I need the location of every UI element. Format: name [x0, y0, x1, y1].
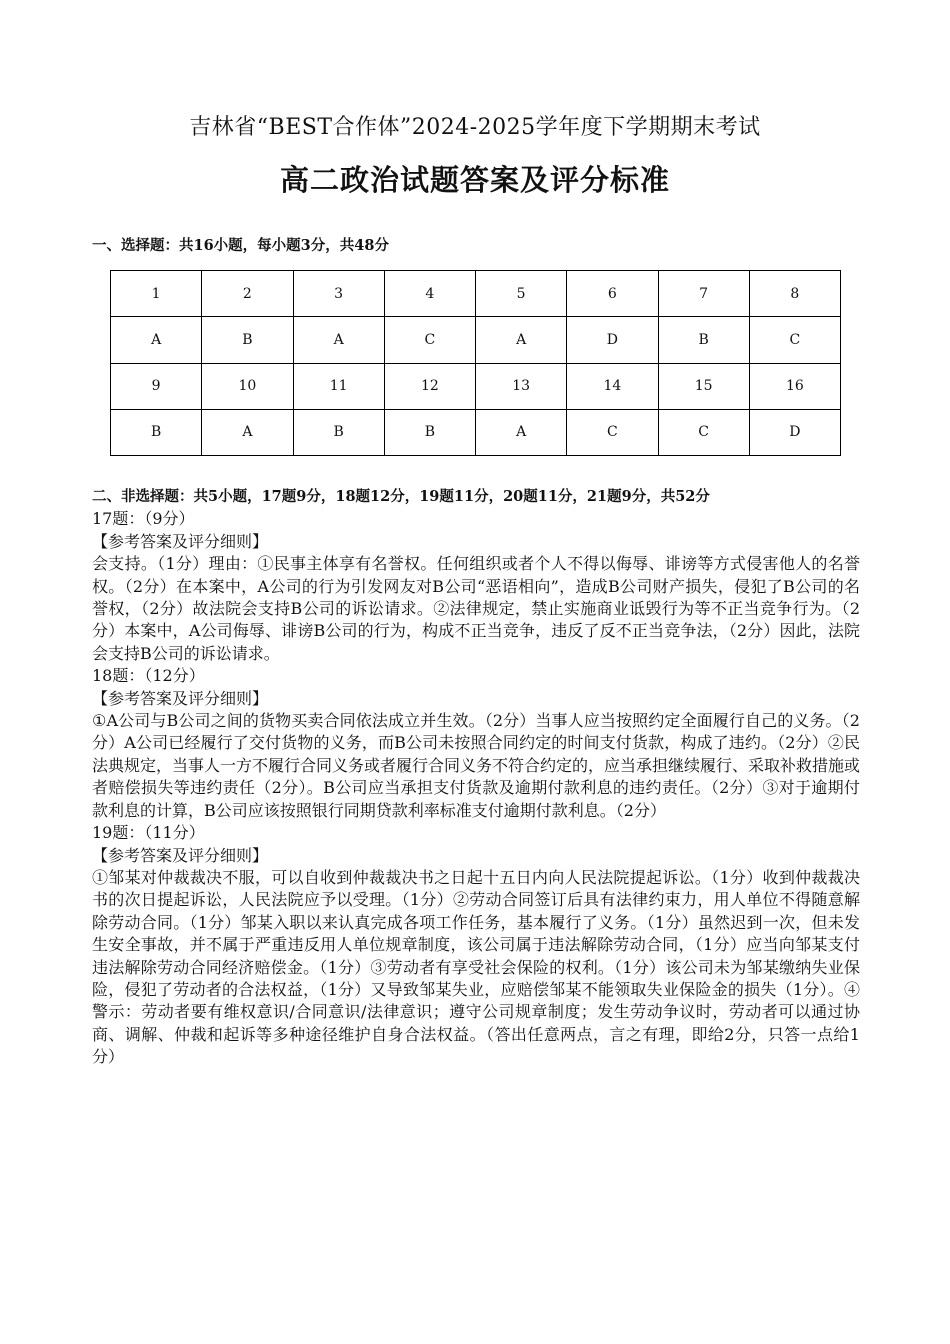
non-choice-section	[92, 486, 860, 1069]
answer-cell: B	[384, 409, 475, 455]
question-number-cell: 8	[749, 271, 840, 317]
question-number-row	[111, 363, 841, 409]
q19-label: 19题：（11分）	[92, 823, 205, 843]
question-number-cell: 11	[293, 363, 384, 409]
question-number-cell: 10	[202, 363, 293, 409]
answer-cell: C	[384, 317, 475, 363]
question-number-cell: 14	[567, 363, 658, 409]
q17-ref-heading: 【参考答案及评分细则】	[92, 531, 269, 551]
document-subtitle: 高二政治试题答案及评分标准	[279, 163, 670, 197]
section2-heading: 二、非选择题：共5小题，17题9分，18题12分，19题11分，20题11分，21题9分，共52分	[92, 488, 710, 505]
question-number-cell: 12	[384, 363, 475, 409]
section1-heading: 一、选择题：共16小题，每小题3分，共48分	[92, 237, 389, 254]
answer-cell: B	[293, 409, 384, 455]
answer-cell: D	[749, 409, 840, 455]
question-number-cell: 16	[749, 363, 840, 409]
question-number-cell: 6	[567, 271, 658, 317]
answer-cell: C	[749, 317, 840, 363]
q19-ref-heading: 【参考答案及评分细则】	[92, 845, 269, 865]
answer-cell: B	[111, 409, 202, 455]
question-number-cell: 13	[476, 363, 567, 409]
answer-cell: B	[202, 317, 293, 363]
question-number-row	[111, 271, 841, 317]
q19-answer: ①邹某对仲裁裁决不服，可以自收到仲裁裁决书之日起十五日内向人民法院提起诉讼。（1分）收到仲裁裁决书的次日提起诉讼，人民法院应予以受理。（1分）②劳动合同签订后具有法律约束力，用人单位不得随意解除劳动合同。（1分）邹某入职以来认真完成各项工作任务，基本履行了义务。（1分）虽然迟到一次，但未发生安全事故，并不属于严重违反用人单位规章制度，该公司属于违法解除劳动合同，（1分）应当向邹某支付违法解除劳动合同经济赔偿金。（1分）③劳动者有享受社会保险的权利。（1分）该公司未为邹某缴纳失业保险，侵犯了劳动者的合法权益，（1分）又导致邹某失业，应赔偿邹某不能领取失业保险金的损失（1分）。④警示：劳动者要有维权意识/合同意识/法律意识；遵守公司规章制度；发生劳动争议时，劳动者可以通过协商、调解、仲裁和起诉等多种途径维护自身合法权益。（答出任意两点，言之有理，即给2分，只答一点给1分）	[92, 867, 860, 1067]
answer-cell: C	[567, 409, 658, 455]
answer-cell: C	[658, 409, 749, 455]
question-number-cell: 4	[384, 271, 475, 317]
answer-cell: A	[202, 409, 293, 455]
answer-row	[111, 317, 841, 363]
answer-cell: D	[567, 317, 658, 363]
question-number-cell: 5	[476, 271, 567, 317]
question-number-cell: 7	[658, 271, 749, 317]
q18-answer: ①A公司与B公司之间的货物买卖合同依法成立并生效。（2分）当事人应当按照约定全面履行自己的义务。（2分）A公司已经履行了交付货物的义务，而B公司未按照合同约定的时间支付货款，构成了违约。（2分）②民法典规定，当事人一方不履行合同义务或者履行合同义务不符合约定的，应当承担继续履行、采取补救措施或者赔偿损失等违约责任（2分）。B公司应当承担支付货款及逾期付款利息的违约责任。（2分）③对于逾期付款利息的计算，B公司应该按照银行同期贷款利率标准支付逾期付款利息。（2分）	[92, 711, 861, 820]
q18-label: 18题：（12分）	[92, 666, 205, 686]
answer-cell: B	[658, 317, 749, 363]
question-number-cell: 1	[111, 271, 202, 317]
exam-title: 吉林省“BEST合作体”2024-2025学年度下学期期末考试	[189, 115, 761, 140]
question-number-cell: 15	[658, 363, 749, 409]
q17-answer: 会支持。（1分）理由：①民事主体享有名誉权。任何组织或者个人不得以侮辱、诽谤等方式侵害他人的名誉权。（2分）在本案中，A公司的行为引发网友对B公司“恶语相向”，造成B公司财产损失，侵犯了B公司的名誉权，（2分）故法院会支持B公司的诉讼请求。②法律规定，禁止实施商业诋毁行为等不正当竞争行为。（2分）本案中，A公司侮辱、诽谤B公司的行为，构成不正当竞争，违反了反不正当竞争法，（2分）因此，法院会支持B公司的诉讼请求。	[92, 554, 860, 663]
question-number-cell: 9	[111, 363, 202, 409]
question-number-cell: 2	[202, 271, 293, 317]
choice-answer-table	[110, 270, 841, 456]
q18-ref-heading: 【参考答案及评分细则】	[92, 688, 269, 708]
answer-row	[111, 409, 841, 455]
answer-cell: A	[476, 409, 567, 455]
answer-cell: A	[293, 317, 384, 363]
answer-cell: A	[476, 317, 567, 363]
q17-label: 17题：（9分）	[92, 509, 195, 529]
answer-cell: A	[111, 317, 202, 363]
question-number-cell: 3	[293, 271, 384, 317]
